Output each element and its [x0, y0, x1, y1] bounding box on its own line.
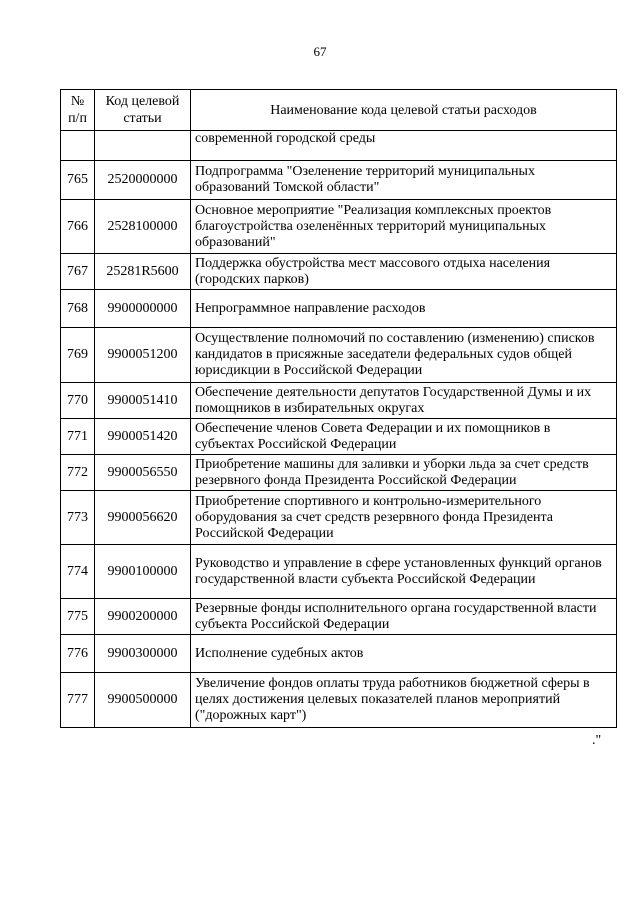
target-code: 9900056550: [95, 455, 191, 491]
table-row: [61, 328, 617, 383]
row-number: 775: [61, 599, 95, 635]
target-code: 9900051410: [95, 383, 191, 419]
table-row: [61, 419, 617, 455]
row-number: [61, 131, 95, 161]
table-row: [61, 545, 617, 599]
row-number: 766: [61, 200, 95, 254]
row-number: 772: [61, 455, 95, 491]
target-code: 9900051200: [95, 328, 191, 383]
table-row: [61, 455, 617, 491]
table-row: [61, 383, 617, 419]
row-number: 768: [61, 290, 95, 328]
target-code: 9900051420: [95, 419, 191, 455]
row-number: 765: [61, 161, 95, 200]
page-number: 67: [313, 44, 327, 59]
code-name: Подпрограмма "Озеленение территорий муниципальных образований Томской области": [191, 161, 617, 200]
code-name: Обеспечение деятельности депутатов Государственной Думы и их помощников в избирательных округах: [191, 383, 617, 419]
code-name: Приобретение спортивного и контрольно-измерительного оборудования за счет средств резервного фонда Президента Российской Федерации: [191, 491, 617, 545]
header-target-code: Код целевой статьи: [95, 90, 191, 131]
row-number: 767: [61, 254, 95, 290]
row-number: 770: [61, 383, 95, 419]
target-code: 25281R5600: [95, 254, 191, 290]
target-code: 9900500000: [95, 673, 191, 728]
code-name: Обеспечение членов Совета Федерации и их помощников в субъектах Российской Федерации: [191, 419, 617, 455]
table-header: [61, 90, 617, 131]
code-name: Увеличение фондов оплаты труда работников бюджетной сферы в целях достижения целевых показателей планов мероприятий ("дорожных карт"): [191, 673, 617, 728]
row-number: 774: [61, 545, 95, 599]
code-name: Основное мероприятие "Реализация комплексных проектов благоустройства озеленённых территорий муниципальных образований": [191, 200, 617, 254]
code-name: Резервные фонды исполнительного органа государственной власти субъекта Российской Федерации: [191, 599, 617, 635]
code-name: современной городской среды: [191, 131, 617, 161]
target-code: 9900300000: [95, 635, 191, 673]
table-row: [61, 200, 617, 254]
table-row: [61, 290, 617, 328]
target-code: [95, 131, 191, 161]
row-number: 769: [61, 328, 95, 383]
code-name: Осуществление полномочий по составлению (изменению) списков кандидатов в присяжные заседатели федеральных судов общей юрисдикции в Российской Федерации: [191, 328, 617, 383]
header-row-number: № п/п: [61, 90, 95, 131]
row-number: 771: [61, 419, 95, 455]
target-code: 9900200000: [95, 599, 191, 635]
code-name: Приобретение машины для заливки и уборки льда за счет средств резервного фонда Президента Российской Федерации: [191, 455, 617, 491]
table-row: [61, 161, 617, 200]
target-code: 2520000000: [95, 161, 191, 200]
table-row: [61, 254, 617, 290]
header-code-name: Наименование кода целевой статьи расходов: [191, 90, 617, 131]
table-row: [61, 673, 617, 728]
code-name: Руководство и управление в сфере установленных функций органов государственной власти субъекта Российской Федерации: [191, 545, 617, 599]
target-code: 9900100000: [95, 545, 191, 599]
table-row: [61, 491, 617, 545]
table-row: [61, 635, 617, 673]
code-name: Непрограммное направление расходов: [191, 290, 617, 328]
row-number: 773: [61, 491, 95, 545]
code-name: Поддержка обустройства мест массового отдыха населения (городских парков): [191, 254, 617, 290]
closing-quote-mark: .": [592, 733, 602, 748]
row-number: 776: [61, 635, 95, 673]
target-article-codes-table: [60, 89, 617, 728]
target-code: 9900056620: [95, 491, 191, 545]
row-number: 777: [61, 673, 95, 728]
target-code: 9900000000: [95, 290, 191, 328]
code-name: Исполнение судебных актов: [191, 635, 617, 673]
target-code: 2528100000: [95, 200, 191, 254]
table-row: [61, 599, 617, 635]
table-row: [61, 131, 617, 161]
